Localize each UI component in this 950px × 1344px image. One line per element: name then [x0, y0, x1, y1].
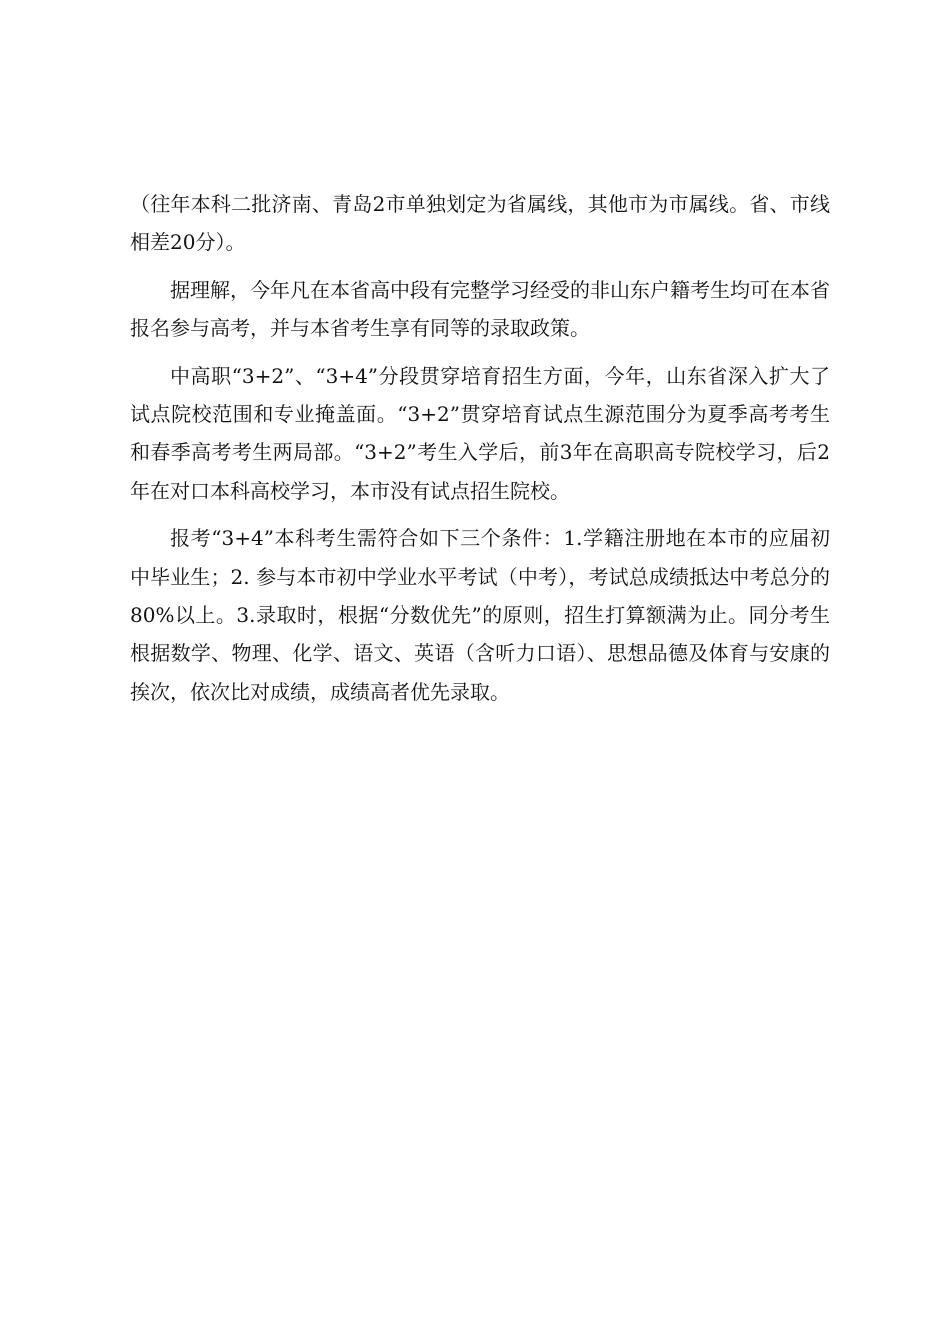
document-body [130, 185, 830, 720]
paragraph-3plus2-program: 中高职“3+2”、“3+4”分段贯穿培育招生方面，今年，山东省深入扩大了试点院校范围和专业掩盖面。“3+2”贯穿培育试点生源范围分为夏季高考考生和春季高考考生两局部。“3+2”考生入学后，前3年在高职高专院校学习，后2年在对口本科高校学习，本市没有试点招生院校。 [130, 363, 830, 503]
paragraph-non-local-students: 据理解，今年凡在本省高中段有完整学习经受的非山东户籍考生均可在本省报名参与高考，并与本省考生享有同等的录取政策。 [130, 277, 830, 341]
paragraph-3plus4-requirements: 报考“3+4”本科考生需符合如下三个条件：1.学籍注册地在本市的应届初中毕业生；2. 参与本市初中学业水平考试（中考），考试总成绩抵达中考总分的80%以上。3.录取时，根据“分数优先”的原则，招生打算额满为止。同分考生根据数学、物理、化学、语文、英语（含听力口语）、思想品德及体育与安康的挨次，依次比对成绩，成绩高者优先录取。 [130, 526, 830, 704]
paragraph-score-lines: （往年本科二批济南、青岛2市单独划定为省属线，其他市为市属线。省、市线相差20分）。 [130, 192, 830, 255]
